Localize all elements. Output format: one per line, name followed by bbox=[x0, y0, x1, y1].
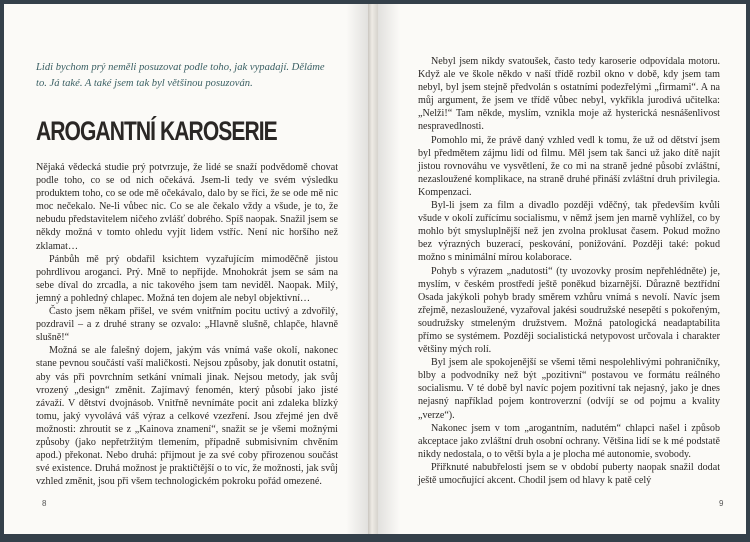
paragraph: Nějaká vědecká studie prý potvrzuje, že lidé se snaží podvědomě chovat podle toho, co se od nich očekává. Jsem-li tedy ve svém výsledku produktem toho, co se ode mě očekávalo, dalo by se říci, že se ode mě nic moc nečekalo. Ne-li vůbec nic. Co se ale čekalo vždy a všude, je to, že nebudu představitelem ničeho zvlášť dobrého. Spíš naopak. Snažil jsem se někdy možná v tomto ohledu vyjít lidem vstříc. Není nic horšího než zklamat… bbox=[36, 162, 338, 252]
paragraph: Byl-li jsem za film a divadlo později vděčný, tak především kvůli všude v okolí zuřícímu socialismu, v němž jsem jen marně vyhlížel, co by mohlo být smysluplnější než jen zvolna proklusat časem. Pokud možno bez výrazných buzerací, peskování, ponižování. Později také: pokud možno s minimální mírou kolaborace. bbox=[418, 200, 720, 264]
book-gutter bbox=[368, 4, 378, 534]
paragraph: Pomohlo mi, že právě daný vzhled vedl k tomu, že už od dětství jsem byl předmětem zájmu lidí od filmu. Měl jsem tak šanci už jako dítě najít jistou rovnováhu ve vysvětlení, že co mi na straně jedné působí zvláštní, nezasloužené komplikace, na straně druhé přináší zvláštní druh privilegia. Kompenzaci. bbox=[418, 134, 720, 198]
page-number: 8 bbox=[42, 499, 47, 508]
right-body-text bbox=[418, 55, 720, 487]
paragraph: Byl jsem ale spokojenější se všemi těmi nespolehlivými pohraničníky, blby a podvodníky než být „pozitivní“ postavou ve formátu reálného socialismu. V té době byl navíc pojem pozitivní tak nejasný, jako je dnes nejasný například pojem kontroverzní (odvíjí se od pojmu a kvality „verze“). bbox=[418, 357, 720, 421]
paragraph: Pánbůh mě prý obdařil ksichtem vyzařujícím mimoděčně jistou pohrdlivou aroganci. Prý. Mně to nepřijde. Mnohokrát jsem se sám na sebe díval do zrcadla, a nic takového jsem tam neviděl. Naopak. Milý, jemný a pohledný chlapec. Možná ten dojem ale nebyl objektivní… bbox=[36, 253, 338, 304]
paragraph: Nebyl jsem nikdy svatoušek, často tedy karoserie odpovídala motoru. Když ale ve škole někdo v naší třídě rozbil okno v době, kdy jsem tam nebyl, byl jsem stejně předvolán s ostatními podezřelými „firmami“. A na můj argument, že jsem ve třídě vůbec nebyl, vykřikla jurodivá učitelka: „Nelži!“ Tam někde, myslím, vznikla moje až hysterická nesnášenlivost nespravedlnosti. bbox=[418, 56, 720, 133]
page-number: 9 bbox=[719, 499, 724, 508]
epigraph: Lidi bychom prý neměli posuzovat podle toho, jak vypadají. Děláme to. Já také. A také jsem tak byl většinou posuzován. bbox=[36, 62, 325, 89]
paragraph: Často jsem někam přišel, ve svém vnitřním pocitu uctivý a zdvořilý, pozdravil – a z druhé strany se ozvalo: „Hlavně slušně, chlapče, hlavně slušně!“ bbox=[36, 306, 338, 344]
paragraph: Možná se ale falešný dojem, jakým vás vnímá vaše okolí, nakonec stane pevnou součástí vaší maličkosti. Nejsou způsoby, jak donutit ostatní, aby vás při povrchním setkání vnímali jinak. Nejsou metody, jak svůj vrozený „design“ změnit. Zajímavý fenomén, který působí jako jisté závaží. V dětství dvojnásob. Vnitřně nevnímáte pocit ani zdaleka blízký tomu, jaký vyvolává váš výraz a celkové vzezření. Jsou zřejmé jen dvě možnosti: zhroutit se z „Kainova znamení“, snažit se je všemi možnými způsoby (jako nepřetržitým tlemením, případně submisivním chvěním apod.) překonat. Nebo druhá: přijmout je za své coby přirozenou součást své existence. Druhá možnost je praktičtější o to víc, že možnosti, jak svůj vzhled změnit, jsou při všem technologickém pokroku pořád omezené. bbox=[36, 345, 338, 488]
left-body-text bbox=[36, 161, 338, 488]
paragraph: Nakonec jsem v tom „arogantním, nadutém“ chlapci našel i způsob akceptace jako zvláštní druh osobní ochrany. Většina lidí se k mé podstatě nikdy nedostala, o to větší byla a je plocha mé autonomie, svobody. bbox=[418, 422, 720, 460]
chapter-heading: AROGANTNÍ KAROSERIE bbox=[36, 116, 277, 146]
paragraph: Pohyb s výrazem „nadutosti“ (ty uvozovky prosím nepřehlédněte) je, myslím, v českém prostředí ještě poněkud bizarnější. Důrazně beztřídní Osada jakýkoli pohyb brady směrem vzhůru vnímá s nevolí. Navíc jsem zřejmě, nezasloužené, vyzařoval jakési soudružské nesepětí s pokořeným, soudružsky stmeleným družstvem. Možná patologická neadaptabilita přímo se systémem. Později socialistická netypovost určovala i charakter většiny mých rolí. bbox=[418, 265, 720, 356]
right-page bbox=[378, 4, 746, 534]
left-page bbox=[4, 4, 368, 534]
paragraph: Přiřknuté nabubřelosti jsem se v období puberty naopak snažil dodat ještě umocňující akcent. Chodil jsem od hlavy k patě celý bbox=[418, 461, 720, 486]
